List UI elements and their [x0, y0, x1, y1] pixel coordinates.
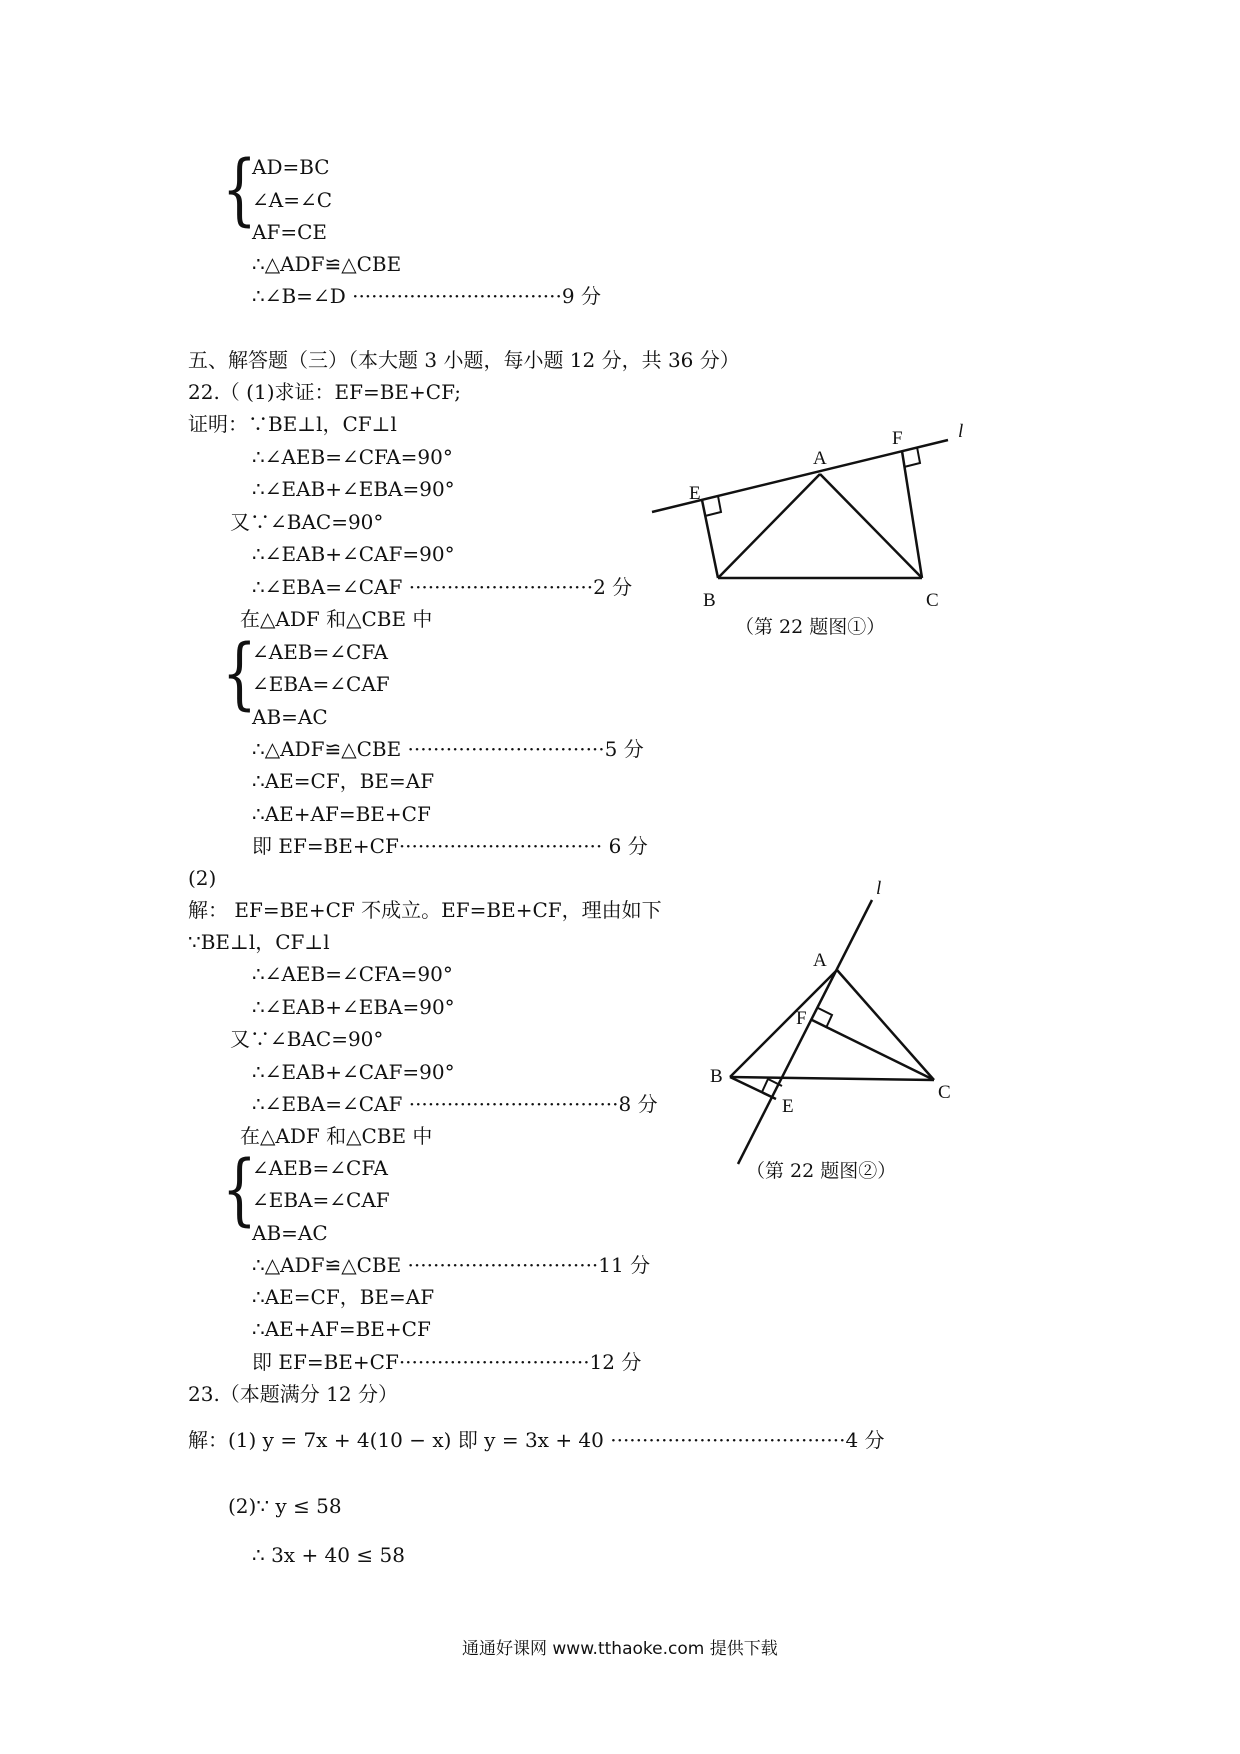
- q22-p1-line-4: 又∵∠BAC=90°: [230, 510, 384, 534]
- q23-line-1: 解：(1) y = 7x + 4(10 − x) 即 y = 3x + 40 ·····································4 分: [188, 1428, 885, 1452]
- prev-brace-line-2: ∠A=∠C: [252, 188, 333, 212]
- q22-p1-line-1: 证明：∵BE⊥l，CF⊥l: [188, 412, 397, 436]
- figure-22-2: [700, 872, 990, 1172]
- prev-line-1: ∴△ADF≌△CBE: [252, 252, 402, 276]
- q23-line-3: ∴ 3x + 40 ≤ 58: [252, 1543, 405, 1567]
- q22-p1-brace-1: ∠AEB=∠CFA: [252, 640, 388, 664]
- fig2-segment-AC: [837, 970, 934, 1080]
- q22-p2-brace-3: AB=AC: [252, 1221, 328, 1245]
- q22-p2-line-2: ∵BE⊥l，CF⊥l: [188, 930, 330, 954]
- q22-p1-line-7: 在△ADF 和△CBE 中: [240, 607, 433, 631]
- fig1-label-E: E: [689, 483, 701, 504]
- q22-header: 22.（ (1)求证：EF=BE+CF;: [188, 380, 461, 404]
- fig2-label-F: F: [796, 1008, 807, 1029]
- prev-line-2: ∴∠B=∠D ·································9 分: [252, 284, 601, 308]
- fig2-line-l: [738, 900, 872, 1164]
- fig1-label-C: C: [926, 590, 939, 611]
- q22-p2-line-8: 在△ADF 和△CBE 中: [240, 1124, 433, 1148]
- brace-q22-p2: {: [222, 1145, 257, 1235]
- fig2-segment-BC: [730, 1077, 934, 1080]
- fig1-label-B: B: [703, 590, 716, 611]
- fig1-segment-AC: [820, 474, 922, 578]
- fig2-label-B: B: [710, 1066, 723, 1087]
- q22-p1-after-1: ∴△ADF≌△CBE ·······························5 分: [252, 737, 644, 761]
- q22-p2-line-3: ∴∠AEB=∠CFA=90°: [252, 962, 453, 986]
- q22-p2-after-4: 即 EF=BE+CF······························12 分: [252, 1350, 642, 1374]
- q22-p2-label: (2): [188, 866, 217, 890]
- q22-p2-after-1: ∴△ADF≌△CBE ······························11 分: [252, 1253, 651, 1277]
- q22-p2-line-1: 解： EF=BE+CF 不成立。EF=BE+CF，理由如下: [188, 898, 662, 922]
- q22-p1-line-2: ∴∠AEB=∠CFA=90°: [252, 445, 453, 469]
- q22-p2-line-7: ∴∠EBA=∠CAF ·································8 分: [252, 1092, 658, 1116]
- fig1-caption: （第 22 题图①）: [735, 616, 886, 638]
- figure-22-1: [640, 420, 990, 620]
- q22-p2-line-4: ∴∠EAB+∠EBA=90°: [252, 995, 455, 1019]
- fig2-segment-CF: [812, 1020, 934, 1080]
- q22-p1-after-4: 即 EF=BE+CF································ 6 分: [252, 834, 648, 858]
- fig2-label-C: C: [938, 1082, 951, 1103]
- fig2-label-A: A: [813, 950, 827, 971]
- q22-p1-after-3: ∴AE+AF=BE+CF: [252, 802, 431, 826]
- footer: 通通好课网 www.tthaoke.com 提供下载: [462, 1639, 778, 1659]
- prev-brace-line-3: AF=CE: [252, 220, 327, 244]
- fig2-caption: （第 22 题图②）: [746, 1160, 897, 1182]
- fig1-segment-AB: [718, 474, 820, 578]
- fig2-label-E: E: [782, 1096, 794, 1117]
- q23-line-2: (2)∵ y ≤ 58: [228, 1494, 342, 1518]
- q22-p2-brace-1: ∠AEB=∠CFA: [252, 1156, 388, 1180]
- q22-p2-after-2: ∴AE=CF，BE=AF: [252, 1285, 435, 1309]
- fig1-label-l: l: [958, 421, 964, 442]
- q22-p1-line-6: ∴∠EBA=∠CAF ·····························2 分: [252, 575, 633, 599]
- q22-p1-brace-2: ∠EBA=∠CAF: [252, 672, 390, 696]
- q22-p2-brace-2: ∠EBA=∠CAF: [252, 1188, 390, 1212]
- q22-p2-line-5: 又∵∠BAC=90°: [230, 1027, 384, 1051]
- q22-p1-line-3: ∴∠EAB+∠EBA=90°: [252, 477, 455, 501]
- fig2-label-l: l: [876, 878, 882, 899]
- q23-header: 23.（本题满分 12 分）: [188, 1382, 398, 1406]
- fig1-label-A: A: [813, 448, 827, 469]
- section-title: 五、解答题（三）（本大题 3 小题，每小题 12 分，共 36 分）: [188, 348, 740, 372]
- brace-prev: {: [222, 145, 257, 235]
- q22-p1-line-5: ∴∠EAB+∠CAF=90°: [252, 542, 455, 566]
- q22-p2-line-6: ∴∠EAB+∠CAF=90°: [252, 1060, 455, 1084]
- q22-p1-brace-3: AB=AC: [252, 705, 328, 729]
- brace-q22-p1: {: [222, 629, 257, 719]
- fig1-label-F: F: [892, 428, 903, 449]
- q22-p2-after-3: ∴AE+AF=BE+CF: [252, 1317, 431, 1341]
- prev-brace-line-1: AD=BC: [252, 155, 330, 179]
- q22-p1-after-2: ∴AE=CF，BE=AF: [252, 769, 435, 793]
- fig1-segment-BE: [702, 500, 718, 578]
